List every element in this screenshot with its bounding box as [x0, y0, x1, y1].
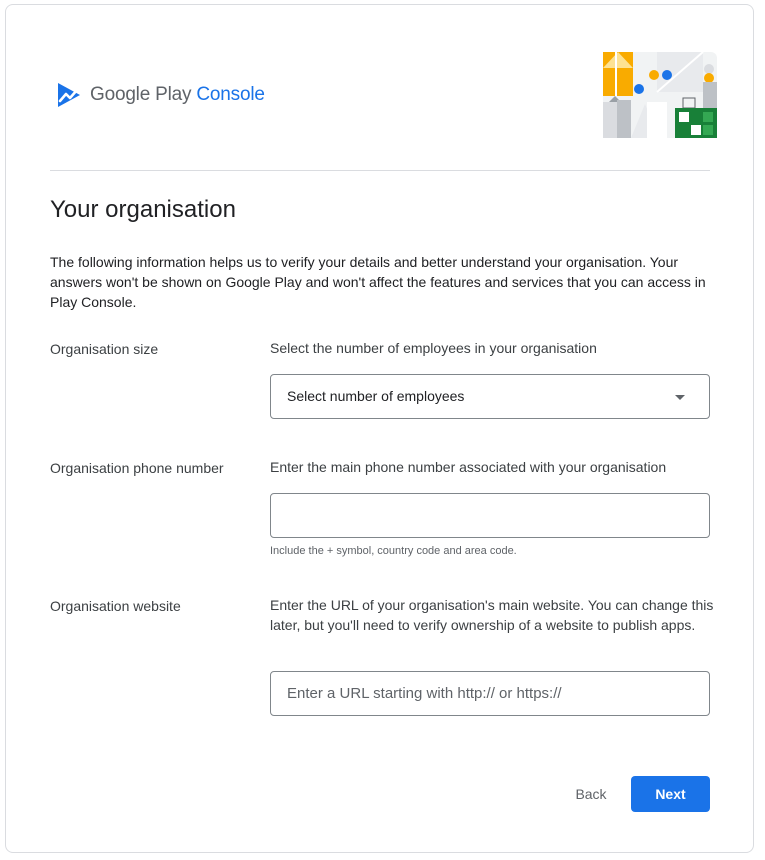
brand-name-prefix: Google Play: [90, 84, 192, 105]
play-console-logo: [56, 81, 265, 109]
phone-hint: Include the + symbol, country code and area code.: [270, 545, 517, 557]
org-size-description: Select the number of employees in your organisation: [270, 340, 597, 356]
page-title: Your organisation: [50, 196, 236, 223]
phone-field-container: [270, 493, 710, 538]
brand-name-suffix: Console: [196, 84, 265, 105]
org-phone-label: Organisation phone number: [50, 460, 224, 476]
back-button[interactable]: Back: [575, 786, 607, 802]
header-divider: [50, 170, 710, 171]
website-input[interactable]: [271, 672, 709, 715]
next-button[interactable]: Next: [631, 776, 710, 812]
org-website-description: Enter the URL of your organisation's main website. You can change this later, but you'll need to verify ownership of a website to publish apps.: [270, 597, 714, 633]
org-phone-description: Enter the main phone number associated with your organisation: [270, 459, 667, 475]
play-console-logo-icon: [56, 81, 82, 109]
org-size-label: Organisation size: [50, 341, 159, 357]
org-website-label: Organisation website: [50, 598, 181, 614]
employee-count-select[interactable]: [270, 374, 710, 419]
employee-count-select-value: Select number of employees: [287, 388, 465, 404]
intro-text: The following information helps us to verify your details and better understand your organisation. Your answers won't be shown on Google Play and won't affect the features and services that you can access in Play Console.: [50, 254, 706, 310]
setup-card: [5, 4, 754, 853]
phone-input[interactable]: [271, 494, 709, 537]
decorative-illustration: [603, 52, 717, 138]
brand-name: [90, 84, 265, 106]
website-field-container: [270, 671, 710, 716]
chevron-down-icon: [675, 395, 685, 400]
